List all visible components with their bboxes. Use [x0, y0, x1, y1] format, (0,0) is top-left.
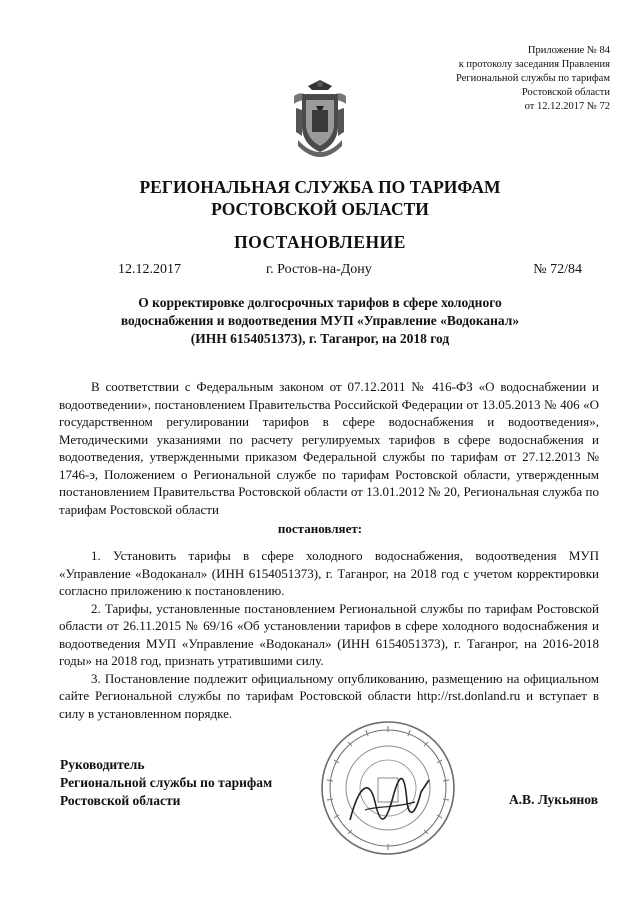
coat-of-arms-icon	[288, 80, 352, 164]
signatory-title-line: Руководитель	[60, 757, 145, 772]
appendix-line: к протоколу заседания Правления	[458, 59, 610, 70]
subject-line: водоснабжения и водоотведения МУП «Управление «Водоканал»	[120, 313, 520, 328]
document-number: № 72/84	[533, 262, 582, 277]
document-city: г. Ростов-на-Дону	[266, 262, 372, 277]
handwritten-signature-icon	[345, 772, 435, 832]
document-date: 12.12.2017	[118, 262, 181, 277]
appendix-line: Региональной службы по тарифам	[455, 73, 610, 84]
issuing-authority	[0, 176, 640, 220]
subject-line: (ИНН 6154051373), г. Таганрог, на 2018 год	[190, 331, 450, 346]
authority-line: РЕГИОНАЛЬНАЯ СЛУЖБА ПО ТАРИФАМ	[139, 177, 501, 197]
preamble-paragraph: В соответствии с Федеральным законом от 07.12.2011 № 416-ФЗ «О водоснабжении и водоотведении», постановлением Правительства Российской Федерации от 13.05.2013 № 406 «О государственном регулировании тарифов в сфере водоснабжения и водоотведения», Методическими указаниями по расчету регулируемых тарифов в сфере водоснабжения и водоотведения, утвержденными приказом Федеральной службы по тарифам от 27.12.2013 № 1746-э, Положением о Региональной службе по тарифам Ростовской области, утвержденным постановлением Правительства Ростовской области от 13.01.2012 № 20, Региональная служба по тарифам Ростовской области	[59, 379, 599, 517]
resolution-item-3: 3. Постановление подлежит официальному опубликованию, размещению на официальном сайте Региональной службы по тарифам Ростовской области http://rst.donland.ru и вступает в силу в установленном порядке.	[59, 670, 599, 721]
appendix-line: от 12.12.2017 № 72	[524, 101, 610, 112]
resolves-heading: постановляет:	[277, 521, 363, 536]
resolution-items	[59, 547, 599, 722]
appendix-reference	[350, 44, 610, 114]
signatory-block	[60, 756, 272, 810]
subject-line: О корректировке долгосрочных тарифов в сфере холодного	[138, 295, 502, 310]
appendix-line: Ростовской области	[521, 87, 610, 98]
document-subject	[0, 294, 640, 348]
signatory-name: А.В. Лукьянов	[508, 792, 598, 807]
document-type: ПОСТАНОВЛЕНИЕ	[234, 232, 406, 252]
signatory-title-line: Региональной службы по тарифам	[60, 775, 273, 790]
signatory-title-line: Ростовской области	[60, 793, 181, 808]
authority-line: РОСТОВСКОЙ ОБЛАСТИ	[211, 199, 429, 219]
resolution-item-1: 1. Установить тарифы в сфере холодного водоснабжения, водоотведения МУП «Управление «Водоканал» (ИНН 6154051373), г. Таганрог, на 2018 год с учетом корректировки согласно приложению к постановлению.	[59, 548, 599, 598]
resolution-item-2: 2. Тарифы, установленные постановлением Региональной службы по тарифам Ростовской области от 26.11.2015 № 69/16 «Об установлении тарифов в сфере холодного водоснабжения и водоотведения МУП «Управление «Водоканал» (ИНН 6154051373), г. Таганрог, на 2016-2018 годы» на 2018 год, признать утратившими силу.	[59, 600, 599, 668]
appendix-line: Приложение № 84	[527, 45, 610, 56]
